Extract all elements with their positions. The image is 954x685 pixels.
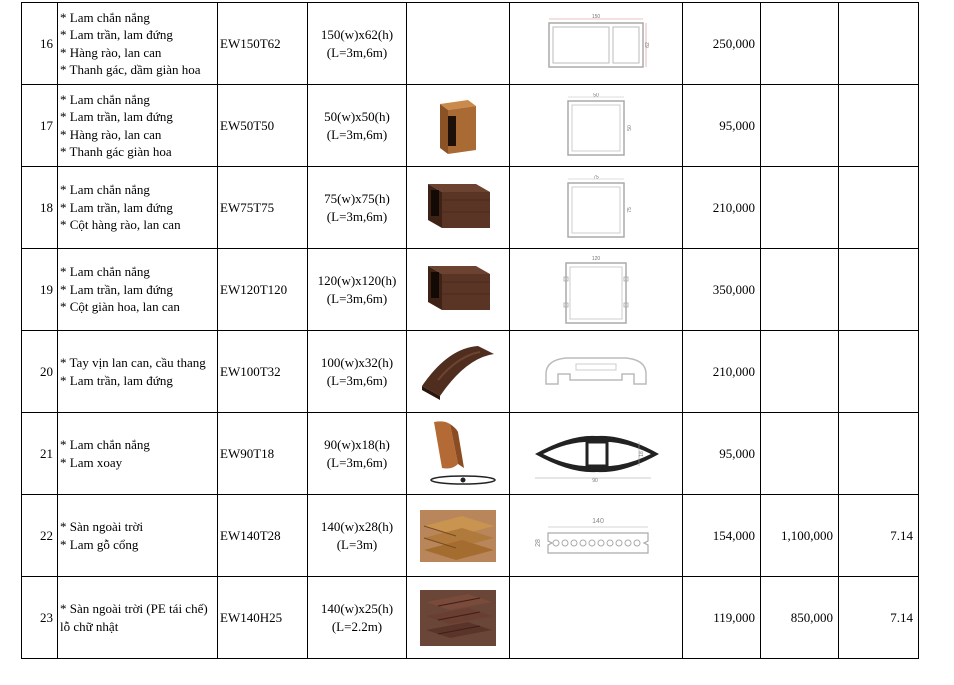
size-line: 140(w)x28(h) (320, 519, 394, 534)
size-cell (308, 3, 407, 85)
unit-price: 210,000 (683, 167, 761, 249)
product-photo (407, 85, 510, 167)
size-cell (308, 85, 407, 167)
price-per-m2 (761, 3, 839, 85)
price-per-m2: 850,000 (761, 577, 839, 659)
use-line: * Lam xoay (60, 454, 123, 470)
svg-text:75: 75 (627, 206, 633, 213)
profile-drawing (510, 249, 683, 331)
profile-drawing (510, 85, 683, 167)
size-line: 140(w)x25(h) (320, 601, 394, 616)
usage-cell (58, 3, 218, 85)
size-line: 90(w)x18(h) (324, 437, 390, 452)
row-number: 17 (22, 85, 58, 167)
row-number: 18 (22, 167, 58, 249)
use-line: * Cột giàn hoa, lan can (60, 299, 180, 315)
square-tube-dark-wood-icon (407, 260, 509, 320)
use-line: * Lam chắn nắng (60, 91, 150, 107)
row-number: 23 (22, 577, 58, 659)
row-number: 20 (22, 331, 58, 413)
decking-board-light-wood-icon (407, 506, 509, 566)
use-line: * Lam chắn nắng (60, 182, 150, 198)
price-per-m2 (761, 413, 839, 495)
quantity-per-m2 (839, 413, 919, 495)
square-tube-drawing-icon (510, 175, 682, 241)
quantity-per-m2: 7.14 (839, 495, 919, 577)
product-price-table (21, 2, 919, 659)
usage-cell (58, 577, 218, 659)
svg-text:140: 140 (592, 517, 604, 525)
product-code: EW150T62 (218, 3, 308, 85)
decking-holes-drawing-icon (510, 503, 682, 569)
row-number: 16 (22, 3, 58, 85)
size-line: (L=3m,6m) (326, 454, 388, 470)
product-photo (407, 413, 510, 495)
quantity-per-m2 (839, 331, 919, 413)
product-code: EW50T50 (218, 85, 308, 167)
use-line: * Sàn ngoài trời (PE tái chế) (60, 601, 208, 616)
handrail-dark-wood-icon (407, 342, 509, 402)
usage-cell (58, 331, 218, 413)
size-cell (308, 413, 407, 495)
size-line: 120(w)x120(h) (317, 273, 397, 288)
square-tube-dark-wood-icon (407, 178, 509, 238)
size-line: (L=3m,6m) (326, 126, 388, 142)
profile-drawing (510, 167, 683, 249)
svg-text:90: 90 (592, 477, 598, 484)
product-photo (407, 249, 510, 331)
use-line: * Lam trần, lam đứng (60, 199, 173, 215)
blade-louver-wood-icon (407, 418, 509, 490)
size-line: 100(w)x32(h) (320, 355, 394, 370)
use-line: * Lam gỗ cổng (60, 536, 139, 552)
svg-text:28: 28 (535, 538, 542, 547)
table-row (22, 167, 919, 249)
use-line: * Tay vịn lan can, cầu thang (60, 355, 206, 370)
quantity-per-m2 (839, 85, 919, 167)
product-photo (407, 3, 510, 85)
unit-price: 250,000 (683, 3, 761, 85)
usage-cell (58, 413, 218, 495)
square-tube-ribbed-drawing-icon (510, 255, 682, 325)
handrail-drawing-icon (510, 350, 682, 394)
size-cell (308, 495, 407, 577)
unit-price: 210,000 (683, 331, 761, 413)
size-line: (L=2.2m) (331, 618, 383, 634)
usage-cell (58, 495, 218, 577)
row-number: 19 (22, 249, 58, 331)
use-line: * Thanh gác, dầm giàn hoa (60, 62, 201, 77)
product-code: EW75T75 (218, 167, 308, 249)
use-line: * Lam chắn nắng (60, 264, 150, 280)
size-cell (308, 577, 407, 659)
unit-price: 154,000 (683, 495, 761, 577)
profile-drawing (510, 3, 683, 85)
product-photo (407, 577, 510, 659)
rect-two-chamber-drawing-icon (510, 14, 682, 74)
product-code: EW100T32 (218, 331, 308, 413)
use-line: * Sàn ngoài trời (60, 519, 144, 534)
price-per-m2 (761, 167, 839, 249)
use-line: * Lam trần, lam đứng (60, 27, 173, 42)
quantity-per-m2 (839, 167, 919, 249)
product-code: EW140T28 (218, 495, 308, 577)
product-photo (407, 495, 510, 577)
svg-text:50: 50 (627, 124, 633, 131)
price-per-m2 (761, 85, 839, 167)
table-row (22, 495, 919, 577)
quantity-per-m2: 7.14 (839, 577, 919, 659)
svg-text:75: 75 (593, 174, 599, 180)
use-line: lỗ chữ nhật (60, 618, 119, 634)
unit-price: 119,000 (683, 577, 761, 659)
square-tube-drawing-icon (510, 93, 682, 159)
row-number: 22 (22, 495, 58, 577)
use-line: * Hàng rào, lan can (60, 126, 162, 142)
product-code: EW90T18 (218, 413, 308, 495)
use-line: * Lam trần, lam đứng (60, 281, 173, 297)
quantity-per-m2 (839, 3, 919, 85)
profile-drawing (510, 495, 683, 577)
use-line: * Hàng rào, lan can (60, 44, 162, 60)
usage-cell (58, 167, 218, 249)
product-code: EW120T120 (218, 249, 308, 331)
size-cell (308, 249, 407, 331)
svg-text:150: 150 (591, 13, 601, 20)
price-per-m2: 1,100,000 (761, 495, 839, 577)
table-row (22, 331, 919, 413)
use-line: * Lam trần, lam đứng (60, 109, 173, 124)
svg-text:120: 120 (591, 255, 601, 262)
unit-price: 95,000 (683, 85, 761, 167)
use-line: * Cột hàng rào, lan can (60, 217, 181, 233)
product-photo (407, 167, 510, 249)
product-photo (407, 331, 510, 413)
product-code: EW140H25 (218, 577, 308, 659)
decking-board-dark-wood-icon (407, 588, 509, 648)
table-row (22, 577, 919, 659)
svg-text:62: 62 (645, 41, 651, 48)
table-row (22, 3, 919, 85)
use-line: * Lam chắn nắng (60, 437, 150, 452)
table-row (22, 249, 919, 331)
size-cell (308, 167, 407, 249)
blade-louver-drawing-icon (510, 424, 682, 484)
use-line: * Lam trần, lam đứng (60, 372, 173, 388)
size-line: 50(w)x50(h) (324, 109, 390, 124)
row-number: 21 (22, 413, 58, 495)
svg-text:50: 50 (593, 92, 599, 98)
profile-drawing (510, 331, 683, 413)
table-row (22, 85, 919, 167)
unit-price: 350,000 (683, 249, 761, 331)
table-body (22, 3, 919, 659)
profile-drawing (510, 413, 683, 495)
use-line: * Thanh gác giàn hoa (60, 144, 172, 159)
use-line: * Lam chắn nắng (60, 9, 150, 25)
price-per-m2 (761, 331, 839, 413)
profile-drawing (510, 577, 683, 659)
size-line: 75(w)x75(h) (324, 191, 390, 206)
size-line: (L=3m,6m) (326, 372, 388, 388)
price-per-m2 (761, 249, 839, 331)
usage-cell (58, 249, 218, 331)
usage-cell (58, 85, 218, 167)
size-line: (L=3m,6m) (326, 208, 388, 224)
size-line: 150(w)x62(h) (320, 27, 394, 42)
size-line: (L=3m,6m) (326, 44, 388, 60)
table-row (22, 413, 919, 495)
size-cell (308, 331, 407, 413)
svg-text:18: 18 (639, 450, 645, 457)
size-line: (L=3m) (336, 536, 378, 552)
quantity-per-m2 (839, 249, 919, 331)
unit-price: 95,000 (683, 413, 761, 495)
size-line: (L=3m,6m) (326, 290, 388, 306)
square-tube-light-wood-icon (407, 96, 509, 156)
